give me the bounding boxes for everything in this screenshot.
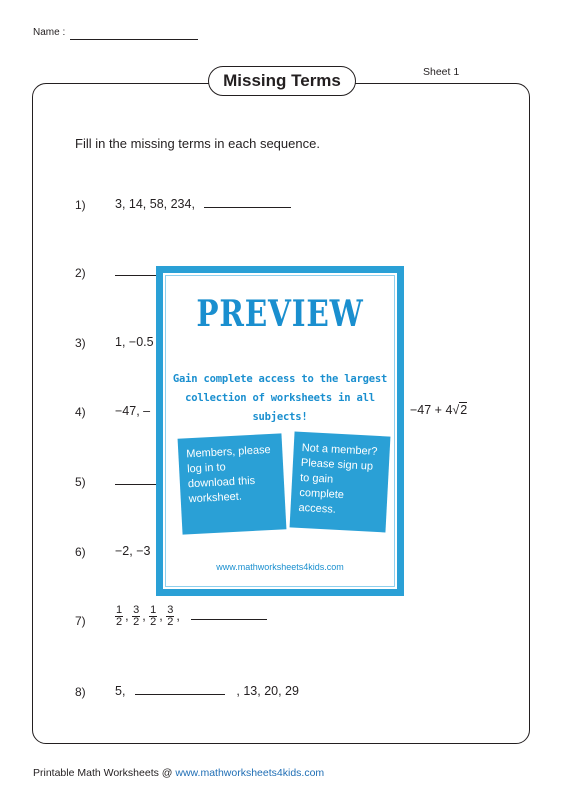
answer-blank[interactable] bbox=[191, 619, 267, 620]
question-number: 6) bbox=[75, 545, 86, 559]
question-6 bbox=[115, 544, 150, 558]
sequence-terms: , 13, 20, 29 bbox=[236, 684, 299, 698]
fraction: $\frac{1}{2}$ bbox=[116, 604, 123, 628]
question-2 bbox=[115, 265, 157, 279]
sequence-terms: 3, 14, 58, 234, bbox=[115, 197, 195, 211]
footer bbox=[33, 767, 324, 779]
question-3 bbox=[115, 335, 154, 349]
answer-blank[interactable] bbox=[135, 694, 225, 695]
sequence-terms: −47, – bbox=[115, 404, 151, 418]
preview-subtitle-line: collection of worksheets in all subjects! bbox=[185, 392, 375, 423]
answer-blank[interactable] bbox=[115, 275, 157, 276]
question-number: 5) bbox=[75, 475, 86, 489]
preview-subtitle bbox=[163, 370, 397, 427]
question-number: 7) bbox=[75, 614, 86, 628]
radicand: 2 bbox=[460, 403, 468, 417]
preview-overlay bbox=[156, 266, 404, 596]
sequence-terms: −2, −3 bbox=[115, 544, 151, 558]
question-8 bbox=[115, 684, 299, 698]
question-number: 8) bbox=[75, 685, 86, 699]
sequence-terms: 1, −0.5 bbox=[115, 335, 154, 349]
sheet-label: Sheet 1 bbox=[423, 66, 460, 78]
name-label: Name : bbox=[33, 27, 66, 38]
footer-text: Printable Math Worksheets @ bbox=[33, 767, 176, 779]
footer-url-link[interactable]: www.mathworksheets4kids.com bbox=[175, 767, 325, 779]
question-number: 1) bbox=[75, 198, 86, 212]
answer-blank[interactable] bbox=[115, 484, 157, 485]
radical-coefficient: −47 + 4 bbox=[410, 403, 453, 417]
preview-title: PREVIEW bbox=[196, 293, 364, 335]
fraction: $\frac{1}{2}$ bbox=[150, 604, 157, 628]
sqrt-icon: √ bbox=[452, 403, 460, 417]
question-number: 4) bbox=[75, 405, 86, 419]
fraction: $\frac{3}{2}$ bbox=[167, 604, 174, 628]
sequence-term-radical bbox=[410, 403, 467, 417]
question-number: 2) bbox=[75, 266, 86, 280]
question-7: $\frac{1}{2}$ , $\frac{3}{2}$ , $\frac{1}{2}$ , $\frac{3}{2}$ , bbox=[115, 605, 267, 628]
question-1 bbox=[115, 197, 291, 211]
preview-url-link[interactable]: www.mathworksheets4kids.com bbox=[216, 562, 344, 572]
fraction: $\frac{3}{2}$ bbox=[133, 604, 140, 628]
sequence-terms: 5, bbox=[115, 684, 126, 698]
name-field-line[interactable] bbox=[70, 39, 198, 40]
signup-button[interactable]: Not a member? Please sign up to gain complete access. bbox=[290, 432, 391, 533]
answer-blank[interactable] bbox=[204, 207, 291, 208]
member-login-button[interactable]: Members, please log in to download this worksheet. bbox=[178, 433, 287, 534]
instruction-text: Fill in the missing terms in each sequence. bbox=[75, 136, 320, 151]
preview-subtitle-line: Gain complete access to the largest bbox=[172, 373, 388, 385]
worksheet-title: Missing Terms bbox=[208, 66, 356, 96]
question-4 bbox=[115, 404, 150, 418]
question-number: 3) bbox=[75, 336, 86, 350]
question-5 bbox=[115, 474, 157, 488]
